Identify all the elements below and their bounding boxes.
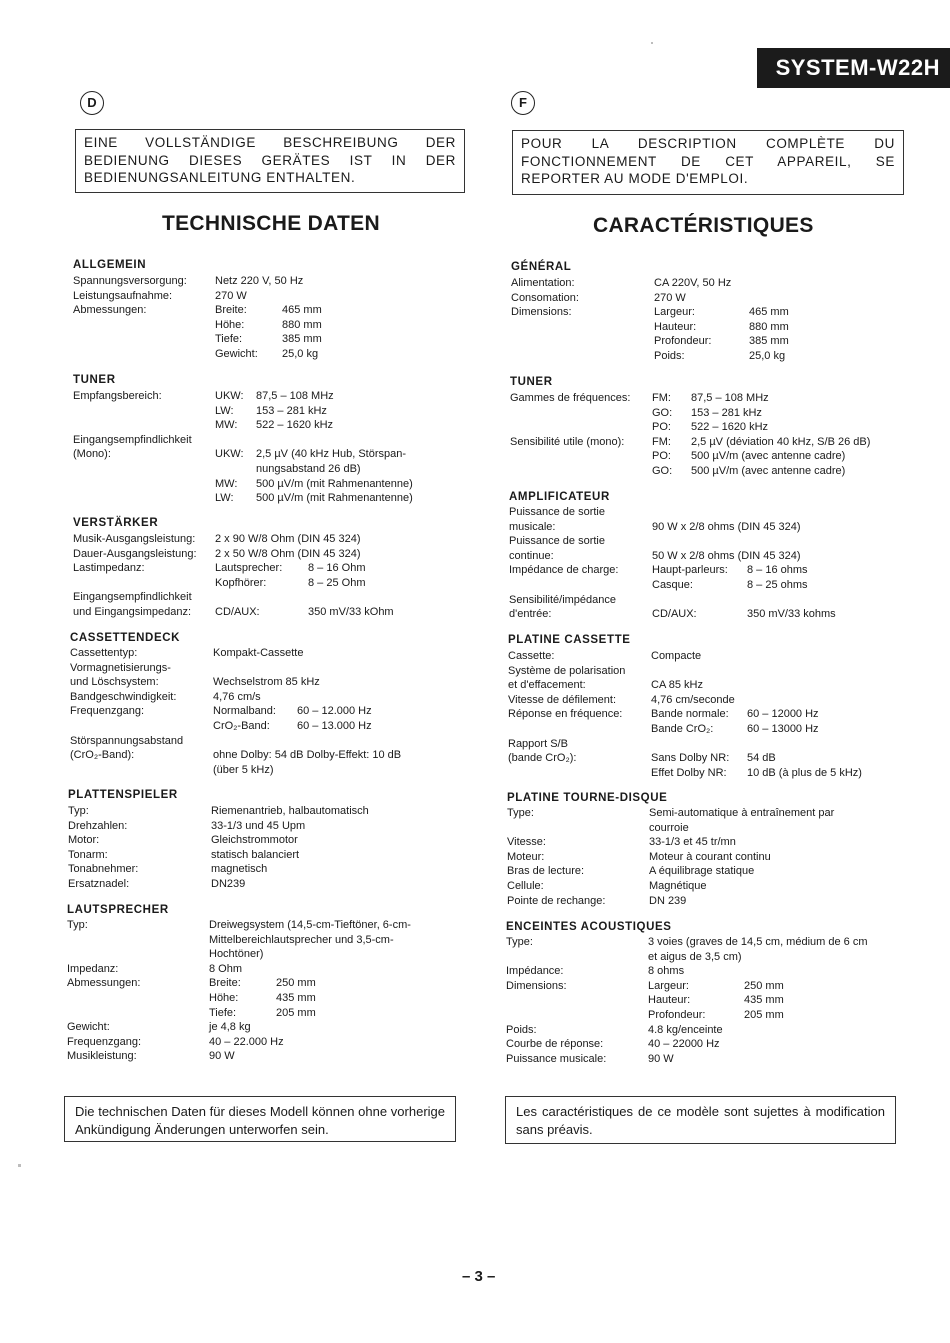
spec-value: 50 W x 2/8 ohms (DIN 45 324) — [652, 549, 801, 562]
spec-label: Pointe de rechange: — [507, 894, 606, 907]
spec-label: Eingangsempfindlichkeit — [73, 591, 192, 604]
spec-label: Type: — [506, 936, 533, 948]
spec-label: Gewicht: — [67, 1021, 110, 1034]
spec-value-secondary: 153 – 281 kHz — [256, 404, 327, 417]
spec-value: PO: — [652, 421, 671, 434]
spec-value: CD/AUX: — [215, 606, 260, 618]
spec-label: Puissance de sortie — [509, 506, 605, 518]
spec-value: 4,76 cm/s — [213, 690, 261, 703]
spec-label: Abmessungen: — [73, 304, 147, 317]
section-title-cassettendeck: CASSETTENDECK — [70, 632, 181, 644]
section-title-allgemein: ALLGEMEIN — [73, 259, 147, 271]
spec-value: Riemenantrieb, halbautomatisch — [211, 805, 369, 817]
spec-label: Alimentation: — [511, 277, 575, 289]
spec-value-secondary: 205 mm — [276, 1006, 316, 1019]
title-german: TECHNISCHE DATEN — [162, 212, 380, 235]
spec-value: Profondeur: — [654, 335, 712, 348]
spec-value: 8 ohms — [648, 965, 685, 978]
spec-value: Lautsprecher: — [215, 562, 283, 575]
spec-label: Courbe de réponse: — [506, 1038, 604, 1051]
spec-label: Consomation: — [511, 291, 579, 304]
spec-value: ohne Dolby: 54 dB Dolby-Effekt: 10 dB — [213, 749, 402, 762]
spec-value: FM: — [652, 392, 671, 404]
spec-value: Mittelbereichlautsprecher und 3,5-cm- — [209, 933, 394, 946]
spec-value: Semi-automatique à entraînement par — [649, 807, 835, 819]
scan-speck — [651, 42, 653, 44]
spec-value: et aigus de 3,5 cm) — [648, 950, 742, 963]
spec-label: Typ: — [67, 919, 88, 931]
spec-label: Moteur: — [507, 850, 545, 863]
spec-value: DN 239 — [649, 894, 687, 907]
spec-label: (Mono): — [73, 448, 111, 461]
spec-value: Haupt-parleurs: — [652, 564, 728, 577]
spec-value-secondary: 2,5 µV (déviation 40 kHz, S/B 26 dB) — [691, 435, 871, 448]
spec-value: 40 – 22.000 Hz — [209, 1035, 284, 1048]
spec-value-secondary: 25,0 kg — [282, 348, 319, 360]
spec-label: Type: — [507, 807, 534, 819]
section-title-platine-tourne-disque: PLATINE TOURNE-DISQUE — [507, 792, 668, 804]
spec-value: UKW: — [215, 390, 244, 402]
model-badge: SYSTEM-W22H — [757, 48, 950, 88]
spec-value-secondary: 880 mm — [282, 318, 322, 331]
spec-value: Gleichstrommotor — [211, 834, 298, 847]
spec-value-secondary: 10 dB (à plus de 5 kHz) — [747, 766, 862, 779]
spec-label: Système de polarisation — [508, 664, 626, 677]
spec-label: Motor: — [68, 834, 100, 847]
spec-value: 2 x 90 W/8 Ohm (DIN 45 324) — [215, 533, 361, 545]
spec-value-secondary: 8 – 25 ohms — [747, 579, 808, 591]
spec-value: Tiefe: — [209, 1006, 237, 1019]
spec-value-secondary: 385 mm — [282, 333, 322, 346]
spec-value-secondary: 205 mm — [744, 1009, 784, 1021]
spec-value: Bande normale: — [651, 708, 729, 721]
spec-label: continue: — [509, 549, 554, 562]
spec-label: Abmessungen: — [67, 977, 141, 990]
spec-label: Réponse en fréquence: — [508, 708, 623, 721]
spec-value: FM: — [652, 435, 671, 448]
section-title-platine-cassette: PLATINE CASSETTE — [508, 634, 631, 646]
spec-value: DN239 — [211, 878, 246, 890]
spec-label: Musik-Ausgangsleistung: — [73, 533, 196, 545]
spec-value: GO: — [652, 465, 673, 477]
notice-german: EINE VOLLSTÄNDIGE BESCHREIBUNG DER BEDIENUNG DIESES GERÄTES IST IN DER BEDIENUNGSANLEITUNG ENTHALTEN. — [75, 129, 465, 193]
spec-label: Vormagnetisierungs- — [70, 661, 171, 674]
section-title-general: GÉNÉRAL — [511, 261, 572, 273]
spec-value: magnetisch — [211, 863, 268, 876]
spec-value: UKW: — [215, 448, 244, 461]
spec-value: Profondeur: — [648, 1009, 706, 1021]
spec-value-secondary: 880 mm — [749, 320, 789, 333]
spec-value-secondary: 250 mm — [276, 977, 316, 990]
spec-value-secondary: 60 – 13000 Hz — [747, 723, 819, 735]
section-title-tuner: TUNER — [73, 374, 116, 386]
spec-value: CD/AUX: — [652, 608, 697, 621]
spec-label: Typ: — [68, 805, 89, 817]
section-title-plattenspieler: PLATTENSPIELER — [68, 789, 178, 801]
spec-value: CA 85 kHz — [651, 679, 703, 692]
scan-speck — [18, 1164, 21, 1167]
spec-label: musicale: — [509, 520, 556, 533]
spec-value: Hauteur: — [648, 994, 691, 1007]
spec-label: (bande CrO₂): — [508, 752, 577, 765]
spec-label: Vitesse de défilement: — [508, 693, 617, 706]
spec-label: Drehzahlen: — [68, 819, 128, 832]
spec-value-secondary: 500 µV/m (avec antenne cadre) — [691, 465, 846, 477]
spec-label: Impédance: — [506, 965, 564, 978]
spec-label: d'entrée: — [509, 608, 552, 621]
title-french: CARACTÉRISTIQUES — [593, 214, 814, 237]
spec-value: Magnétique — [649, 880, 707, 892]
footnote-french: Les caractéristiques de ce modèle sont sujettes à modification sans préavis. — [505, 1096, 896, 1144]
spec-value: (über 5 kHz) — [213, 763, 274, 776]
spec-value-secondary: 153 – 281 kHz — [691, 406, 762, 419]
spec-value: Effet Dolby NR: — [651, 766, 727, 779]
spec-value: Gewicht: — [215, 348, 258, 360]
spec-value-secondary: 60 – 12000 Hz — [747, 708, 819, 721]
lang-mark-french: F — [511, 91, 535, 115]
spec-value: A équilibrage statique — [649, 865, 755, 878]
spec-label: (CrO₂-Band): — [70, 749, 135, 762]
spec-label: Gammes de fréquences: — [510, 392, 631, 404]
spec-value: Höhe: — [215, 318, 245, 331]
spec-value: Kopfhörer: — [215, 576, 267, 589]
spec-label: Störspannungsabstand — [70, 734, 184, 747]
spec-value: Hochtöner) — [209, 948, 264, 961]
spec-label: Poids: — [506, 1023, 537, 1036]
spec-value-secondary: 435 mm — [744, 994, 784, 1007]
spec-value: Largeur: — [654, 306, 695, 319]
spec-value-secondary: 465 mm — [282, 304, 322, 317]
spec-label: Eingangsempfindlichkeit — [73, 433, 192, 446]
spec-value: je 4,8 kg — [209, 1021, 251, 1034]
spec-value-secondary: 500 µV/m (mit Rahmenantenne) — [256, 492, 413, 505]
page-number: – 3 – — [462, 1268, 496, 1285]
spec-value: 4.8 kg/enceinte — [648, 1023, 723, 1036]
spec-value-secondary: 25,0 kg — [749, 350, 786, 362]
spec-value: CA 220V, 50 Hz — [654, 277, 732, 289]
spec-label: Bras de lecture: — [507, 865, 585, 878]
spec-value: 33-1/3 und 45 Upm — [211, 819, 306, 832]
spec-value: LW: — [215, 404, 234, 417]
spec-label: Puissance musicale: — [506, 1052, 607, 1065]
spec-value: Compacte — [651, 650, 702, 662]
spec-value: Poids: — [654, 350, 685, 362]
spec-value: Kompakt-Cassette — [213, 647, 304, 659]
spec-value: 3 voies (graves de 14,5 cm, médium de 6 cm — [648, 936, 868, 948]
spec-value-secondary: 350 mV/33 kohms — [747, 608, 836, 621]
spec-value: 90 W — [648, 1052, 674, 1065]
spec-label: Tonarm: — [68, 848, 108, 861]
spec-value: 270 W — [654, 291, 686, 304]
spec-label: und Eingangsimpedanz: — [73, 606, 192, 618]
spec-value-secondary: 8 – 25 Ohm — [308, 576, 366, 589]
lang-mark-german: D — [80, 91, 104, 115]
spec-value-secondary: 500 µV/m (avec antenne cadre) — [691, 450, 846, 463]
spec-value: Netz 220 V, 50 Hz — [215, 275, 304, 287]
spec-value-secondary: 8 – 16 Ohm — [308, 562, 366, 575]
spec-label: Bandgeschwindigkeit: — [70, 690, 177, 703]
spec-value-secondary: 60 – 12.000 Hz — [297, 705, 372, 718]
spec-value: courroie — [649, 821, 689, 834]
spec-value: 90 W x 2/8 ohms (DIN 45 324) — [652, 520, 801, 533]
section-title-tuner: TUNER — [510, 376, 553, 388]
spec-label: und Löschsystem: — [70, 676, 159, 689]
spec-label: Sensibilité utile (mono): — [510, 435, 625, 448]
spec-value: 270 W — [215, 289, 247, 302]
spec-label: Dauer-Ausgangsleistung: — [73, 547, 197, 560]
spec-label: Tonabnehmer: — [68, 863, 139, 876]
spec-value-secondary: nungsabstand 26 dB) — [256, 463, 361, 475]
spec-value: Sans Dolby NR: — [651, 752, 730, 765]
spec-value: Höhe: — [209, 992, 239, 1004]
spec-value-secondary: 60 – 13.000 Hz — [297, 720, 372, 732]
spec-label: Puissance de sortie — [509, 535, 605, 548]
section-title-verstaerker: VERSTÄRKER — [73, 517, 159, 529]
spec-label: Sensibilité/impédance — [509, 593, 617, 606]
section-title-enceintes: ENCEINTES ACOUSTIQUES — [506, 921, 672, 933]
spec-value-secondary: 385 mm — [749, 335, 789, 348]
section-title-amplificateur: AMPLIFICATEUR — [509, 491, 610, 503]
spec-value: Hauteur: — [654, 320, 697, 333]
notice-french: POUR LA DESCRIPTION COMPLÈTE DU FONCTIONNEMENT DE CET APPAREIL, SE REPORTER AU MODE D'EMPLOI. — [512, 130, 904, 195]
spec-value: MW: — [215, 419, 238, 432]
spec-value-secondary: 465 mm — [749, 306, 789, 319]
spec-value-secondary: 87,5 – 108 MHz — [256, 390, 334, 402]
section-title-lautsprecher: LAUTSPRECHER — [67, 904, 169, 916]
spec-value-secondary: 522 – 1620 kHz — [256, 419, 334, 432]
spec-value: MW: — [215, 477, 238, 490]
spec-value: LW: — [215, 492, 234, 505]
spec-label: Vitesse: — [507, 836, 546, 849]
spec-value-secondary: 250 mm — [744, 979, 784, 992]
spec-label: Dimensions: — [506, 979, 567, 992]
spec-label: et d'effacement: — [508, 679, 586, 692]
spec-value: Normalband: — [213, 705, 276, 718]
spec-value-secondary: 522 – 1620 kHz — [691, 421, 769, 434]
spec-label: Frequenzgang: — [67, 1035, 141, 1048]
spec-value: Breite: — [215, 304, 247, 317]
spec-value: Largeur: — [648, 979, 689, 992]
spec-value: 40 – 22000 Hz — [648, 1038, 720, 1051]
spec-label: Leistungsaufnahme: — [73, 289, 173, 302]
spec-value-secondary: 500 µV/m (mit Rahmenantenne) — [256, 477, 413, 490]
spec-value: 2 x 50 W/8 Ohm (DIN 45 324) — [215, 547, 361, 560]
spec-label: Impédance de charge: — [509, 564, 619, 577]
spec-value-secondary: 350 mV/33 kOhm — [308, 606, 394, 618]
footnote-german: Die technischen Daten für dieses Modell können ohne vorherige Ankündigung Änderungen unterworfen sein. — [64, 1096, 456, 1142]
spec-label: Ersatznadel: — [68, 878, 130, 890]
spec-label: Empfangsbereich: — [73, 390, 162, 402]
spec-label: Impedanz: — [67, 962, 119, 975]
spec-value: Wechselstrom 85 kHz — [213, 676, 320, 689]
spec-value: 4,76 cm/seconde — [651, 693, 735, 706]
spec-label: Cassettentyp: — [70, 647, 138, 659]
spec-label: Lastimpedanz: — [73, 562, 145, 575]
spec-value-secondary: 435 mm — [276, 992, 316, 1004]
spec-value: Casque: — [652, 579, 693, 591]
spec-value: Moteur à courant continu — [649, 850, 771, 863]
spec-value-secondary: 87,5 – 108 MHz — [691, 392, 769, 404]
spec-label: Cassette: — [508, 650, 555, 662]
spec-label: Rapport S/B — [508, 737, 568, 750]
spec-value: Bande CrO₂: — [651, 723, 714, 735]
spec-value: 90 W — [209, 1050, 235, 1063]
spec-value: CrO₂-Band: — [213, 720, 270, 732]
spec-value: statisch balanciert — [211, 848, 300, 861]
spec-label: Spannungsversorgung: — [73, 275, 187, 287]
spec-label: Frequenzgang: — [70, 705, 144, 718]
spec-value-secondary: 54 dB — [747, 752, 776, 765]
spec-value: PO: — [652, 450, 671, 463]
spec-value-secondary: 8 – 16 ohms — [747, 564, 808, 577]
spec-label: Cellule: — [507, 880, 544, 892]
spec-value: Breite: — [209, 977, 241, 990]
spec-value: 33-1/3 et 45 tr/mn — [649, 836, 736, 849]
spec-value-secondary: 2,5 µV (40 kHz Hub, Störspan- — [256, 448, 407, 461]
spec-value: Tiefe: — [215, 333, 243, 346]
spec-label: Musikleistung: — [67, 1050, 137, 1063]
spec-value: Dreiwegsystem (14,5-cm-Tieftöner, 6-cm- — [209, 919, 411, 931]
spec-value: GO: — [652, 406, 673, 419]
spec-value: 8 Ohm — [209, 962, 243, 975]
spec-label: Dimensions: — [511, 306, 572, 319]
